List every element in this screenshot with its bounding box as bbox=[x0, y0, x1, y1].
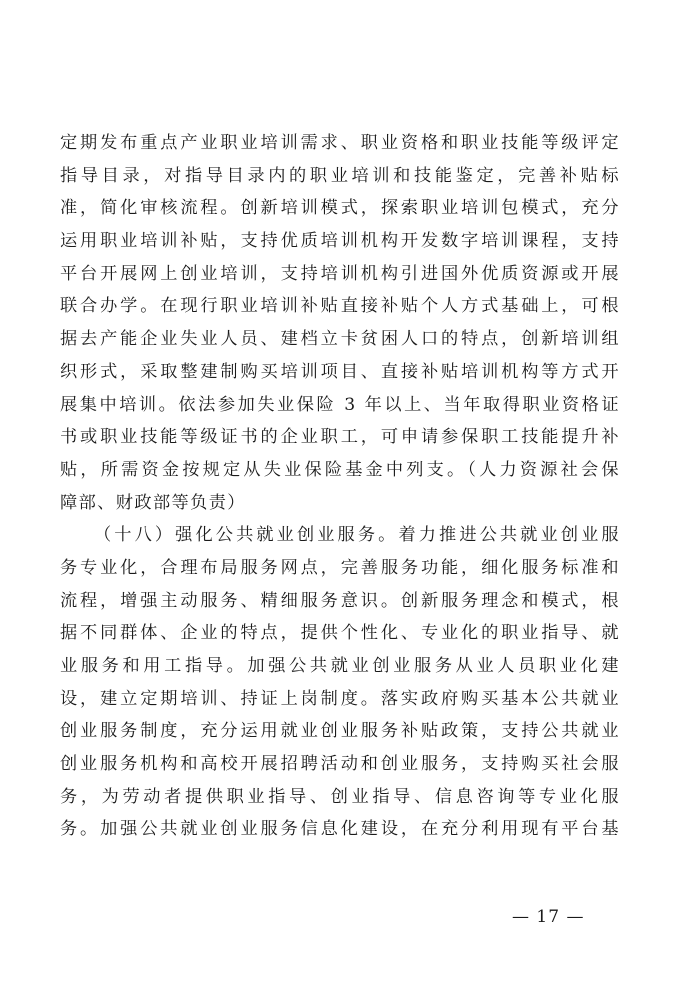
body-text bbox=[60, 127, 620, 846]
paragraph-1-line: 展集中培训。依法参加失业保险 3 年以上、当年取得职业资格证 bbox=[60, 394, 620, 415]
paragraph-1-line: 贴，所需资金按规定从失业保险基金中列支。（人力资源社会保 bbox=[60, 459, 620, 480]
paragraph-2-line: 设，建立定期培训、持证上岗制度。落实政府购买基本公共就业 bbox=[60, 688, 620, 709]
paragraph-1-line: 平台开展网上创业培训，支持培训机构引进国外优质资源或开展 bbox=[60, 263, 620, 284]
paragraph-1-line: 联合办学。在现行职业培训补贴直接补贴个人方式基础上，可根 bbox=[60, 296, 620, 317]
paragraph-1-line: 准，简化审核流程。创新培训模式，探索职业培训包模式，充分 bbox=[60, 198, 620, 219]
paragraph-2-line: 创业服务机构和高校开展招聘活动和创业服务，支持购买社会服 bbox=[60, 754, 620, 775]
paragraph-1-line: 运用职业培训补贴，支持优质培训机构开发数字培训课程，支持 bbox=[60, 231, 620, 252]
paragraph-2-line: 创业服务制度，充分运用就业创业服务补贴政策，支持公共就业 bbox=[60, 721, 620, 742]
paragraph-2-line: （十八）强化公共就业创业服务。着力推进公共就业创业服 bbox=[94, 525, 620, 546]
paragraph-1-line: 指导目录，对指导目录内的职业培训和技能鉴定，完善补贴标 bbox=[60, 165, 620, 186]
paragraph-2-line: 流程，增强主动服务、精细服务意识。创新服务理念和模式，根 bbox=[60, 590, 620, 611]
paragraph-2-line: 务。加强公共就业创业服务信息化建设，在充分利用现有平台基 bbox=[60, 819, 620, 840]
paragraph-2-line: 据不同群体、企业的特点，提供个性化、专业化的职业指导、就 bbox=[60, 623, 620, 644]
paragraph-1-line: 织形式，采取整建制购买培训项目、直接补贴培训机构等方式开 bbox=[60, 361, 620, 382]
paragraph-1-line: 据去产能企业失业人员、建档立卡贫困人口的特点，创新培训组 bbox=[60, 329, 620, 350]
paragraph-1-line: 障部、财政部等负责） bbox=[60, 492, 246, 513]
paragraph-2-line: 业服务和用工指导。加强公共就业创业服务从业人员职业化建 bbox=[60, 656, 620, 676]
page-number: — 17 — bbox=[512, 907, 585, 927]
paragraph-2-line: 务专业化，合理布局服务网点，完善服务功能，细化服务标准和 bbox=[60, 557, 620, 578]
paragraph-2-line: 务，为劳动者提供职业指导、创业指导、信息咨询等专业化服 bbox=[60, 786, 620, 807]
paragraph-1-line: 定期发布重点产业职业培训需求、职业资格和职业技能等级评定 bbox=[60, 133, 620, 153]
paragraph-1-line: 书或职业技能等级证书的企业职工，可申请参保职工技能提升补 bbox=[60, 427, 620, 448]
